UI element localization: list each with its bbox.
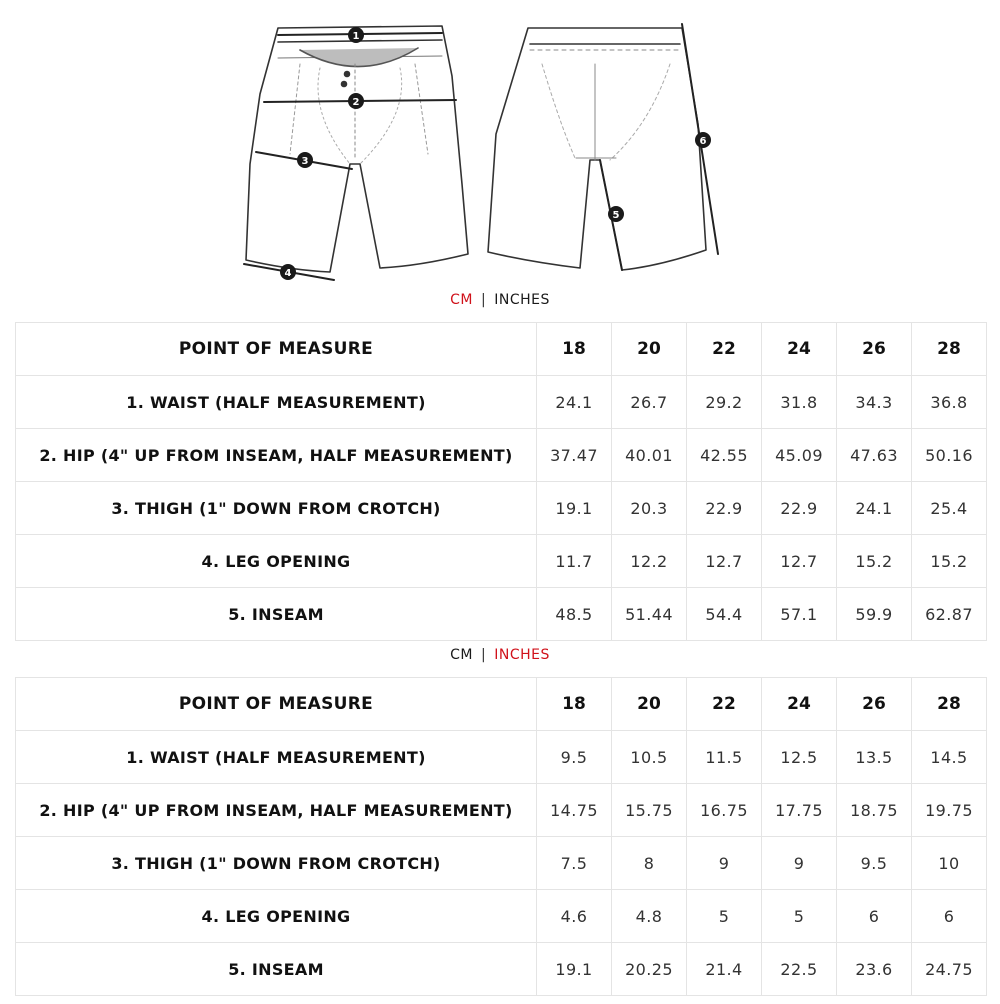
table-header-row [16, 678, 987, 731]
table-cell: 15.2 [837, 535, 912, 588]
table-cell: 7.5 [537, 837, 612, 890]
table-cell: 48.5 [537, 588, 612, 641]
table-cell: 36.8 [912, 376, 987, 429]
table-cell: 19.1 [537, 943, 612, 996]
svg-text:4: 4 [284, 268, 292, 279]
table-cell: 51.44 [612, 588, 687, 641]
table-cell: 6 [837, 890, 912, 943]
table-cell: 22.5 [762, 943, 837, 996]
table-cell: 45.09 [762, 429, 837, 482]
header-label: POINT OF MEASURE [16, 678, 537, 731]
table-cell: 50.16 [912, 429, 987, 482]
table-cell: 19.75 [912, 784, 987, 837]
svg-text:3: 3 [301, 156, 309, 167]
table-cell: 54.4 [687, 588, 762, 641]
row-label: 5. INSEAM [16, 943, 537, 996]
size-header: 18 [537, 678, 612, 731]
table-cell: 24.75 [912, 943, 987, 996]
table-cell: 20.25 [612, 943, 687, 996]
marker-3 [297, 152, 313, 168]
table-cell: 5 [687, 890, 762, 943]
table-cell: 59.9 [837, 588, 912, 641]
table-cell: 12.7 [687, 535, 762, 588]
table-cell: 15.75 [612, 784, 687, 837]
marker-5 [608, 206, 624, 222]
table-row [16, 731, 987, 784]
unit-toggle-inch-table [0, 647, 1000, 663]
table-cell: 24.1 [837, 482, 912, 535]
table-cell: 13.5 [837, 731, 912, 784]
size-header: 20 [612, 678, 687, 731]
table-cell: 11.5 [687, 731, 762, 784]
table-cell: 62.87 [912, 588, 987, 641]
svg-text:1: 1 [352, 31, 360, 42]
table-row [16, 837, 987, 890]
table-cell: 12.2 [612, 535, 687, 588]
size-header: 28 [912, 678, 987, 731]
marker-2 [348, 93, 364, 109]
table-cell: 57.1 [762, 588, 837, 641]
svg-text:5: 5 [612, 210, 620, 221]
size-header: 26 [837, 323, 912, 376]
table-cell: 40.01 [612, 429, 687, 482]
row-label: 3. THIGH (1" DOWN FROM CROTCH) [16, 482, 537, 535]
size-header: 28 [912, 323, 987, 376]
table-cell: 8 [612, 837, 687, 890]
inch-size-table [15, 677, 987, 996]
table-cell: 22.9 [687, 482, 762, 535]
table-cell: 9.5 [837, 837, 912, 890]
marker-6 [695, 132, 711, 148]
table-row [16, 535, 987, 588]
row-label: 1. WAIST (HALF MEASUREMENT) [16, 731, 537, 784]
table-cell: 11.7 [537, 535, 612, 588]
table-cell: 4.8 [612, 890, 687, 943]
table-cell: 23.6 [837, 943, 912, 996]
table-cell: 14.5 [912, 731, 987, 784]
table-cell: 31.8 [762, 376, 837, 429]
row-label: 4. LEG OPENING [16, 890, 537, 943]
size-header: 20 [612, 323, 687, 376]
table-cell: 17.75 [762, 784, 837, 837]
marker-4 [280, 264, 296, 280]
cm-toggle[interactable]: CM [450, 647, 473, 663]
table-cell: 21.4 [687, 943, 762, 996]
table-cell: 9 [762, 837, 837, 890]
table-row [16, 482, 987, 535]
table-cell: 24.1 [537, 376, 612, 429]
table-cell: 18.75 [837, 784, 912, 837]
table-cell: 10.5 [612, 731, 687, 784]
row-label: 4. LEG OPENING [16, 535, 537, 588]
table-row [16, 943, 987, 996]
table-row [16, 890, 987, 943]
table-cell: 42.55 [687, 429, 762, 482]
table-cell: 26.7 [612, 376, 687, 429]
table-cell: 37.47 [537, 429, 612, 482]
table-row [16, 588, 987, 641]
header-label: POINT OF MEASURE [16, 323, 537, 376]
svg-text:6: 6 [699, 136, 707, 147]
table-cell: 9.5 [537, 731, 612, 784]
row-label: 5. INSEAM [16, 588, 537, 641]
size-header: 18 [537, 323, 612, 376]
toggle-separator: | [481, 292, 487, 308]
table-cell: 5 [762, 890, 837, 943]
unit-toggle-cm-table [0, 292, 1000, 308]
table-cell: 47.63 [837, 429, 912, 482]
table-row [16, 784, 987, 837]
table-row [16, 376, 987, 429]
back-shorts-outline [488, 28, 706, 270]
table-row [16, 429, 987, 482]
row-label: 2. HIP (4" UP FROM INSEAM, HALF MEASUREMENT) [16, 429, 537, 482]
size-header: 24 [762, 678, 837, 731]
size-header: 24 [762, 323, 837, 376]
table-header-row [16, 323, 987, 376]
table-cell: 4.6 [537, 890, 612, 943]
table-cell: 29.2 [687, 376, 762, 429]
table-cell: 15.2 [912, 535, 987, 588]
table-cell: 6 [912, 890, 987, 943]
table-cell: 25.4 [912, 482, 987, 535]
size-header: 22 [687, 323, 762, 376]
inches-toggle[interactable]: INCHES [494, 292, 550, 308]
row-label: 3. THIGH (1" DOWN FROM CROTCH) [16, 837, 537, 890]
table-cell: 19.1 [537, 482, 612, 535]
table-cell: 34.3 [837, 376, 912, 429]
table-cell: 14.75 [537, 784, 612, 837]
table-cell: 10 [912, 837, 987, 890]
size-header: 22 [687, 678, 762, 731]
table-cell: 22.9 [762, 482, 837, 535]
svg-text:2: 2 [352, 97, 360, 108]
size-header: 26 [837, 678, 912, 731]
row-label: 2. HIP (4" UP FROM INSEAM, HALF MEASUREMENT) [16, 784, 537, 837]
shorts-measurement-diagram [230, 14, 750, 289]
marker-1 [348, 27, 364, 43]
cm-size-table [15, 322, 987, 641]
table-cell: 12.7 [762, 535, 837, 588]
table-cell: 12.5 [762, 731, 837, 784]
table-cell: 16.75 [687, 784, 762, 837]
inches-toggle[interactable]: INCHES [494, 647, 550, 663]
row-label: 1. WAIST (HALF MEASUREMENT) [16, 376, 537, 429]
table-cell: 9 [687, 837, 762, 890]
toggle-separator: | [481, 647, 487, 663]
cm-toggle[interactable]: CM [450, 292, 473, 308]
table-cell: 20.3 [612, 482, 687, 535]
